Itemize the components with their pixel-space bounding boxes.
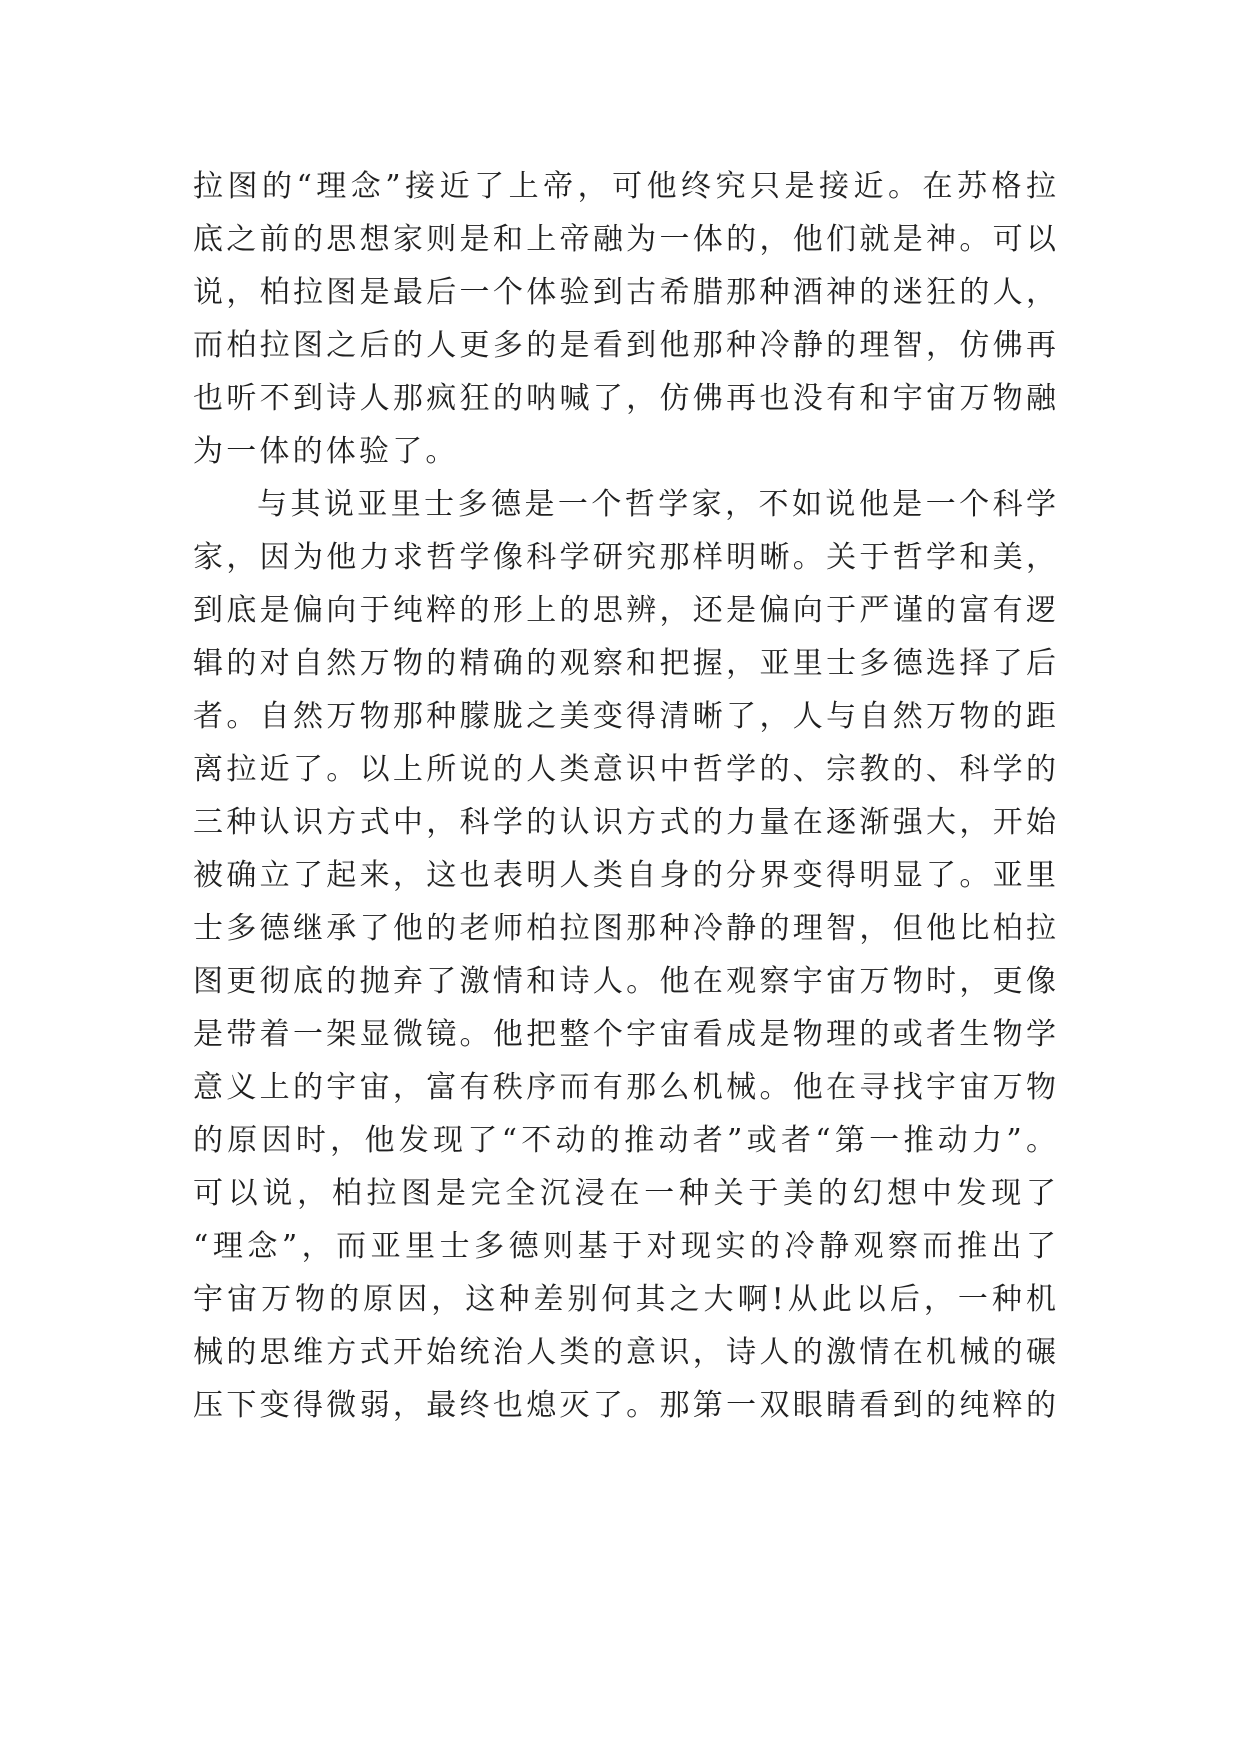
text-line: 可以说，柏拉图是完全沉浸在一种关于美的幻想中发现了 <box>193 1176 1056 1211</box>
text-line: 家，因为他力求哲学像科学研究那样明晰。关于哲学和美， <box>193 540 1056 575</box>
text-line: 与其说亚里士多德是一个哲学家，不如说他是一个科学 <box>257 487 1056 522</box>
text-line: 而柏拉图之后的人更多的是看到他那种冷静的理智，仿佛再 <box>193 328 1056 363</box>
text-line: 械的思维方式开始统治人类的意识，诗人的激情在机械的碾 <box>193 1335 1056 1370</box>
text-line: 意义上的宇宙，富有秩序而有那么机械。他在寻找宇宙万物 <box>193 1070 1056 1105</box>
text-line: 拉图的“理念”接近了上帝，可他终究只是接近。在苏格拉 <box>193 169 1056 204</box>
body-text <box>193 160 1056 1432</box>
text-line: 辑的对自然万物的精确的观察和把握，亚里士多德选择了后 <box>193 646 1056 681</box>
text-line: 到底是偏向于纯粹的形上的思辨，还是偏向于严谨的富有逻 <box>193 593 1056 628</box>
text-line: 宇宙万物的原因，这种差别何其之大啊!从此以后，一种机 <box>193 1282 1056 1317</box>
text-line: 三种认识方式中，科学的认识方式的力量在逐渐强大，开始 <box>193 805 1056 840</box>
text-line: 底之前的思想家则是和上帝融为一体的，他们就是神。可以 <box>193 222 1056 257</box>
paragraph-1 <box>193 160 1056 478</box>
text-line: 者。自然万物那种朦胧之美变得清晰了，人与自然万物的距 <box>193 699 1056 734</box>
text-line: 也听不到诗人那疯狂的呐喊了，仿佛再也没有和宇宙万物融 <box>193 381 1056 416</box>
text-line: “理念”，而亚里士多德则基于对现实的冷静观察而推出了 <box>193 1229 1056 1264</box>
text-line: 为一体的体验了。 <box>193 434 459 469</box>
text-line: 离拉近了。以上所说的人类意识中哲学的、宗教的、科学的 <box>193 752 1056 787</box>
paragraph-2 <box>193 478 1056 1432</box>
text-line: 的原因时，他发现了“不动的推动者”或者“第一推动力”。 <box>193 1123 1056 1158</box>
text-line: 说，柏拉图是最后一个体验到古希腊那种酒神的迷狂的人， <box>193 275 1056 310</box>
text-line: 士多德继承了他的老师柏拉图那种冷静的理智，但他比柏拉 <box>193 911 1056 946</box>
text-line: 是带着一架显微镜。他把整个宇宙看成是物理的或者生物学 <box>193 1017 1056 1052</box>
text-line: 图更彻底的抛弃了激情和诗人。他在观察宇宙万物时，更像 <box>193 964 1056 999</box>
text-line: 被确立了起来，这也表明人类自身的分界变得明显了。亚里 <box>193 858 1056 893</box>
text-line: 压下变得微弱，最终也熄灭了。那第一双眼睛看到的纯粹的 <box>193 1388 1056 1423</box>
